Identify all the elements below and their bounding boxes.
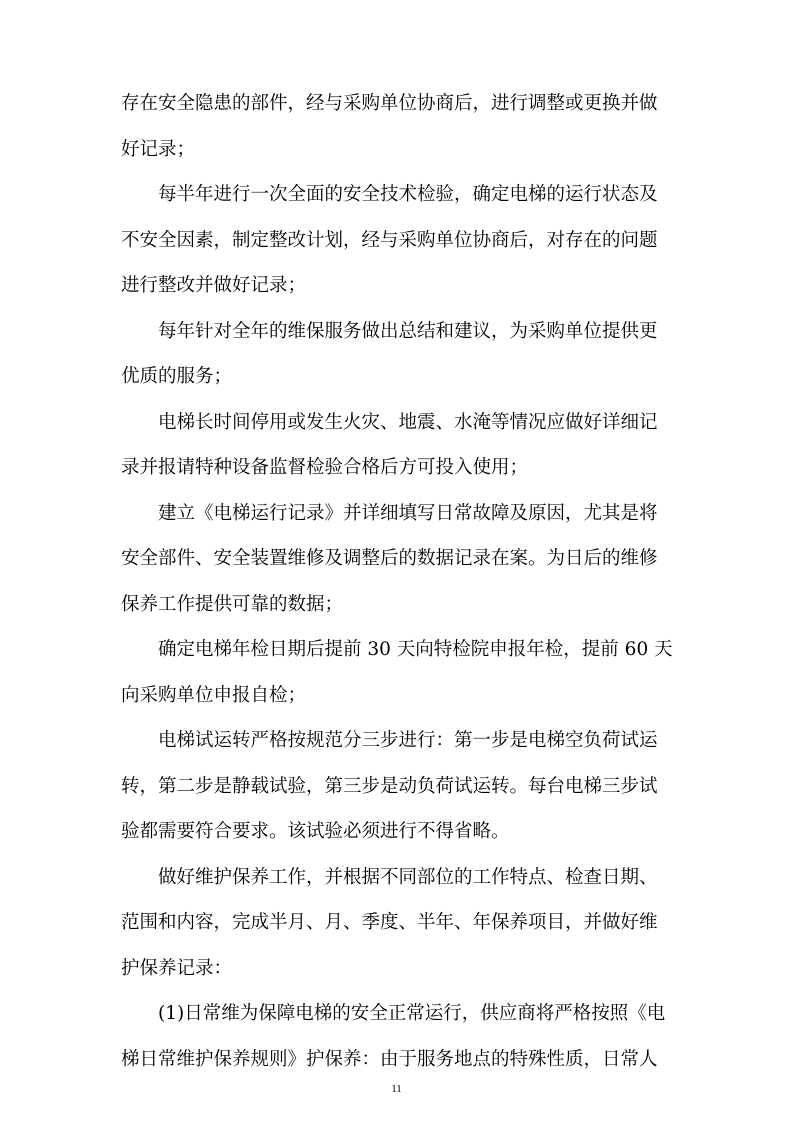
text-line: 确定电梯年检日期后提前 30 天向特检院申报年检，提前 60 天 (158, 639, 673, 660)
text-line: 好记录； (121, 139, 196, 160)
text-line: 录并报请特种设备监督检验合格后方可投入使用； (121, 457, 529, 478)
text-line: 验都需要符合要求。该试验必须进行不得省略。 (121, 821, 510, 842)
text-line: 护保养记录： (121, 958, 233, 979)
text-line: 不安全因素，制定整改计划，经与采购单位协商后，对存在的问题 (121, 230, 658, 251)
text-line: 优质的服务； (121, 366, 233, 387)
text-line: 每半年进行一次全面的安全技术检验，确定电梯的运行状态及 (158, 184, 658, 205)
text-line: 保养工作提供可靠的数据； (121, 594, 344, 615)
text-line: 转，第二步是静载试验，第三步是动负荷试运转。每台电梯三步试 (121, 776, 658, 797)
text-line: 梯日常维护保养规则》护保养：由于服务地点的特殊性质，日常人 (121, 1049, 658, 1070)
text-line: 向采购单位申报自检； (121, 685, 307, 706)
text-line: 电梯试运转严格按规范分三步进行：第一步是电梯空负荷试运 (158, 730, 658, 751)
text-line: 存在安全隐患的部件，经与采购单位协商后，进行调整或更换并做 (121, 93, 658, 114)
text-line: 建立《电梯运行记录》并详细填写日常故障及原因，尤其是将 (158, 503, 658, 524)
text-line: 做好维护保养工作，并根据不同部位的工作特点、检查日期、 (158, 867, 658, 888)
text-line: 安全部件、安全装置维修及调整后的数据记录在案。为日后的维修 (121, 548, 658, 569)
text-line: 进行整改并做好记录； (121, 275, 307, 296)
text-line: (1)日常维为保障电梯的安全正常运行，供应商将严格按照《电 (158, 1003, 666, 1024)
text-line: 电梯长时间停用或发生火灾、地震、水淹等情况应做好详细记 (158, 412, 658, 433)
text-line: 每年针对全年的维保服务做出总结和建议，为采购单位提供更 (158, 321, 658, 342)
page-number: 11 (391, 1083, 402, 1095)
text-line: 范围和内容，完成半月、月、季度、半年、年保养项目，并做好维 (121, 912, 658, 933)
